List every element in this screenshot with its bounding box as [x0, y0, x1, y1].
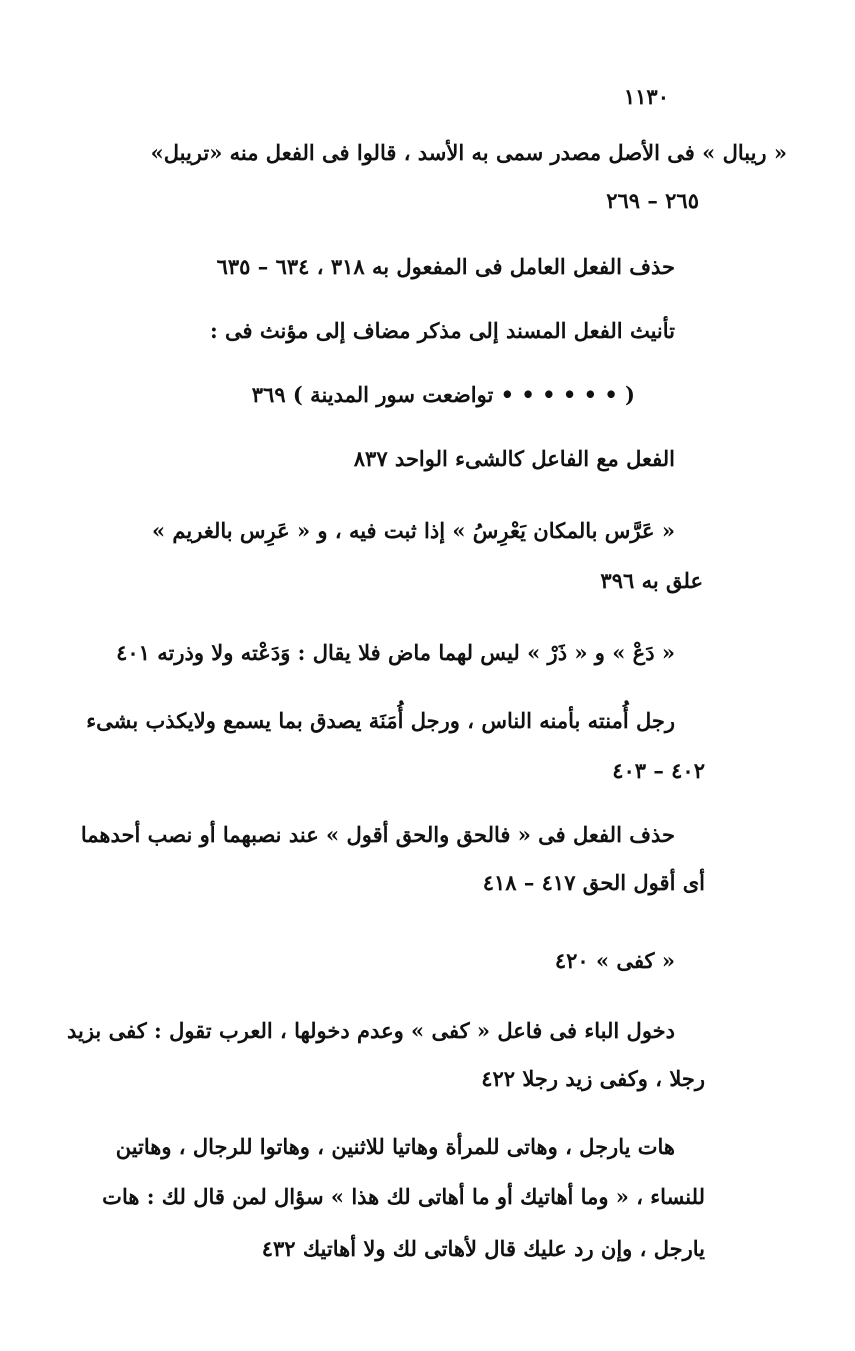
- entry-rajul-line-1: رجل أُمنته بأمنه الناس ، ورجل أُمَنَة يصدق بما يسمع ولايكذب بشىء: [86, 708, 675, 733]
- entry-hadhf-haqq-line-2: أى أقول الحق ٤١٧ – ٤١٨: [482, 870, 705, 895]
- entry-tanith-line-1: تأنيث الفعل المسند إلى مذكر مضاف إلى مؤنث فى :: [209, 318, 675, 343]
- entry-fi3l-ma3-fa3il: الفعل مع الفاعل كالشىء الواحد ٨٣٧: [353, 446, 675, 471]
- entry-hat-line-1: هات يارجل ، وهاتى للمرأة وهاتيا للاثنين ، وهاتوا للرجال ، وهاتين: [115, 1134, 675, 1159]
- entry-hat-line-3: يارجل ، وإن رد عليك قال لأهاتى لك ولا أهاتيك ٤٣٢: [261, 1236, 705, 1261]
- entry-rajul-line-2: ٤٠٢ – ٤٠٣: [612, 758, 705, 783]
- entry-hadhf-fi3l-maf3ul: حذف الفعل العامل فى المفعول به ٣١٨ ، ٦٣٤ – ٦٣٥: [216, 254, 675, 279]
- entry-riybal-line-2: ٢٦٥ – ٢٦٩: [606, 188, 699, 213]
- entry-hat-line-2: للنساء ، « وما أهاتيك أو ما أهاتى لك هذا » سؤال لمن قال لك : هات: [102, 1184, 705, 1209]
- page-number: ١١٣٠: [623, 84, 669, 109]
- entry-hadhf-haqq-line-1: حذف الفعل فى « فالحق والحق أقول » عند نصبهما أو نصب أحدهما: [80, 822, 675, 847]
- entry-arras-line-2: علق به ٣٩٦: [600, 568, 703, 593]
- entry-tanith-verse: ( • • • • • • تواضعت سور المدينة ) ٣٦٩: [251, 382, 635, 407]
- entry-riybal-line-1: « ريبال » فى الأصل مصدر سمى به الأسد ، قالوا فى الفعل منه «تريبل»: [150, 140, 787, 165]
- entry-arras-line-1: « عَرَّس بالمكان يَعْرِسُ » إذا ثبت فيه ، و « عَرِس بالغريم »: [151, 518, 675, 543]
- entry-dukhul-ba-line-1: دخول الباء فى فاعل « كفى » وعدم دخولها ، العرب تقول : كفى بزيد: [66, 1018, 675, 1043]
- entry-kafa: « كفى » ٤٢٠: [554, 948, 675, 973]
- entry-dukhul-ba-line-2: رجلا ، وكفى زيد رجلا ٤٢٢: [481, 1066, 705, 1091]
- entry-da3-dhar: « دَعْ » و « ذَرْ » ليس لهما ماض فلا يقال : وَدَعْته ولا وذرته ٤٠١: [116, 640, 675, 665]
